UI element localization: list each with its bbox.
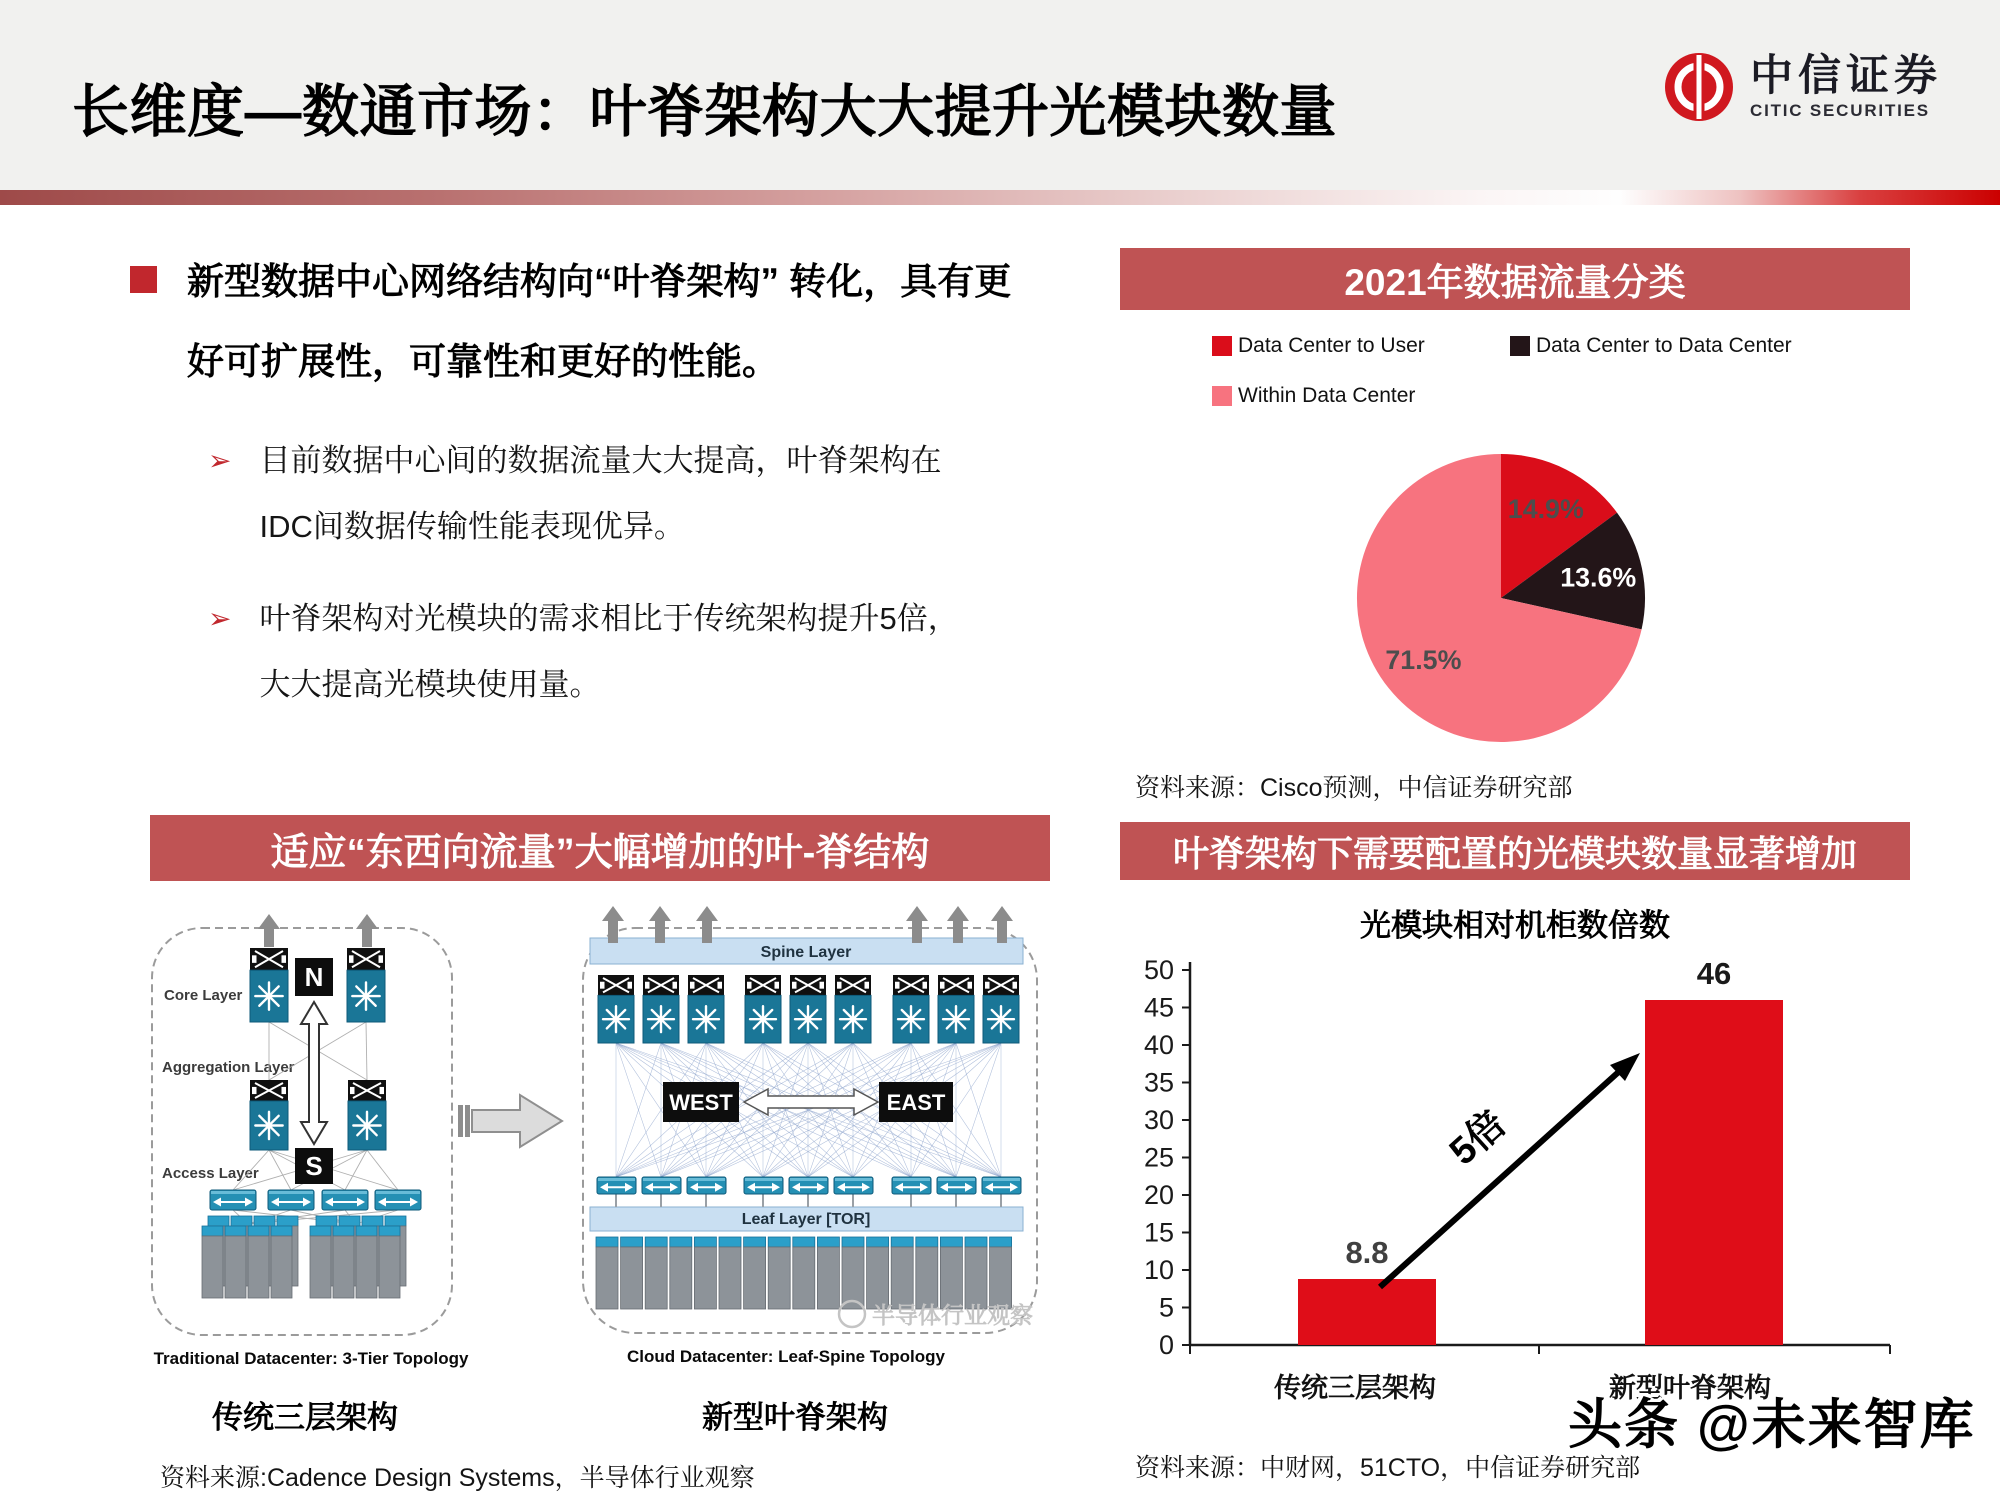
north-label: N	[304, 962, 324, 992]
y-axis-ticks	[1144, 955, 1190, 1360]
legend-label: Data Center to User	[1238, 334, 1425, 357]
svg-text:45: 45	[1143, 992, 1174, 1023]
logo-name-cn: 中信证券	[1750, 52, 1942, 100]
pie-slice-value-label: 14.9%	[1507, 494, 1584, 525]
bar-chart-title: 光模块相对机柜数倍数	[1360, 908, 1670, 943]
svg-text:20: 20	[1143, 1180, 1174, 1210]
sub-bullet-2-text: 叶脊架构对光模块的需求相比于传统架构提升5倍，大大提高光模块使用量。	[259, 601, 959, 702]
server-rack-icons	[596, 1237, 1012, 1309]
sub-bullet-1-text: 目前数据中心间的数据流量大大提高，叶脊架构在IDC间数据传输性能表现优异。	[259, 443, 942, 544]
traffic-pie-chart	[1352, 449, 1650, 747]
diagram-section-banner: 适应“东西向流量”大幅增加的叶-脊结构	[150, 815, 1050, 881]
pie-source-note: 资料来源：Cisco预测，中信证券研究部	[1135, 774, 1573, 802]
arrow-bullet-icon: ➢	[208, 603, 232, 634]
bar-section-banner: 叶脊架构下需要配置的光模块数量显著增加	[1120, 822, 1910, 880]
logo-name-en: CITIC SECURITIES	[1750, 101, 1930, 121]
page-title: 长维度—数通市场：叶脊架构大大提升光模块数量	[72, 80, 1337, 144]
legend-item-within-dc	[1212, 384, 1415, 408]
svg-text:0: 0	[1158, 1330, 1174, 1360]
svg-text:15: 15	[1143, 1217, 1174, 1248]
module-multiple-bar-chart	[1118, 945, 1910, 1415]
leaf-spine-topology-diagram	[556, 900, 1040, 1380]
aggregation-layer-label: Aggregation Layer	[162, 1059, 295, 1076]
access-layer-label: Access Layer	[162, 1165, 259, 1182]
legend-swatch-red	[1212, 336, 1232, 356]
legend-label: Data Center to Data Center	[1536, 334, 1792, 357]
citic-logo-icon	[1662, 50, 1736, 124]
right-diagram-caption: Cloud Datacenter: Leaf-Spine Topology	[627, 1347, 945, 1366]
svg-text:10: 10	[1143, 1255, 1174, 1285]
divider-bar	[0, 190, 2000, 205]
key-points	[130, 242, 1080, 718]
sub-bullets	[130, 428, 1080, 718]
transition-arrow-icon	[458, 1090, 568, 1152]
svg-text:30: 30	[1143, 1105, 1174, 1135]
svg-text:25: 25	[1143, 1142, 1174, 1173]
arrow-annotation: 5倍	[1441, 1102, 1514, 1174]
page-watermark: 头条 @未来智库	[1568, 1395, 1976, 1455]
citic-logo	[1662, 50, 1942, 124]
bar-value-label: 8.8	[1345, 1235, 1389, 1270]
svg-text:50: 50	[1143, 955, 1174, 985]
arrow-bullet-icon: ➢	[208, 445, 232, 476]
east-label: EAST	[886, 1090, 946, 1115]
pie-slice-value-label: 13.6%	[1560, 562, 1637, 593]
pie-section-banner: 2021年数据流量分类	[1120, 248, 1910, 310]
bar-category-label: 新型叶脊架构	[1609, 1373, 1771, 1403]
main-bullet-text: 新型数据中心网络结构向“叶脊架构” 转化，具有更好可扩展性，可靠性和更好的性能。	[187, 261, 1012, 382]
svg-text:40: 40	[1143, 1030, 1174, 1060]
sub-bullet-1	[208, 428, 1080, 560]
bar-source-note: 资料来源：中财网，51CTO，中信证券研究部	[1135, 1454, 1641, 1482]
right-diagram-label: 新型叶脊架构	[702, 1400, 888, 1435]
left-diagram-label: 传统三层架构	[212, 1400, 398, 1435]
growth-arrow	[1380, 1053, 1640, 1287]
bar-value-label: 46	[1696, 956, 1732, 991]
pie-slice-value-label: 71.5%	[1385, 645, 1462, 676]
main-bullet	[130, 242, 1080, 402]
diagram-watermark-text: 半导体行业观察	[872, 1302, 1033, 1328]
core-layer-label: Core Layer	[164, 987, 243, 1004]
square-bullet-icon	[130, 266, 157, 293]
legend-swatch-pink	[1212, 386, 1232, 406]
bar-1	[1645, 1000, 1783, 1345]
spine-layer-label: Spine Layer	[760, 944, 852, 961]
bar-category-label: 传统三层架构	[1274, 1373, 1436, 1403]
legend-item-dc-to-user	[1212, 334, 1425, 358]
svg-text:5: 5	[1158, 1292, 1174, 1323]
three-tier-topology-diagram	[150, 912, 495, 1382]
spine-switch-icons	[598, 975, 1019, 1043]
bar-0	[1298, 1279, 1436, 1345]
legend-label: Within Data Center	[1238, 384, 1416, 407]
leaf-layer-label: Leaf Layer [TOR]	[741, 1211, 871, 1228]
svg-text:35: 35	[1143, 1067, 1174, 1098]
left-diagram-caption: Traditional Datacenter: 3-Tier Topology	[153, 1349, 469, 1368]
sub-bullet-2	[208, 586, 1080, 718]
diagram-source-note: 资料来源:Cadence Design Systems，半导体行业观察	[160, 1464, 755, 1492]
legend-swatch-black	[1510, 336, 1530, 356]
slide-header	[0, 0, 2000, 190]
south-label: S	[305, 1151, 323, 1181]
west-label: WEST	[669, 1090, 733, 1115]
citic-logo-text	[1750, 54, 1942, 120]
legend-item-dc-to-dc	[1510, 334, 1792, 358]
